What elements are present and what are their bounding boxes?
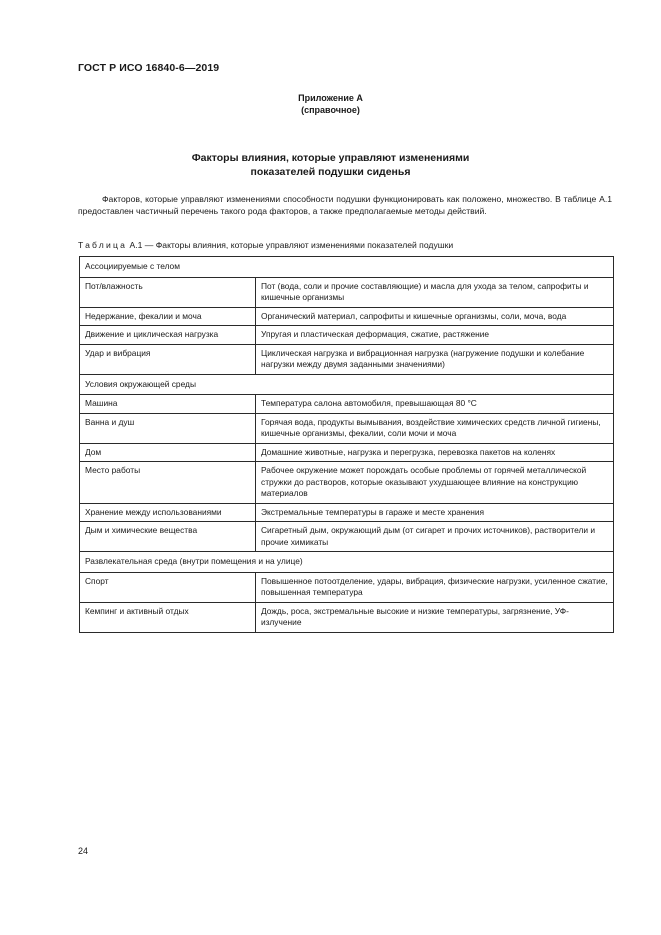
appendix-heading [0, 92, 661, 116]
table-row [80, 307, 614, 326]
standard-code: ГОСТ Р ИСО 16840-6—2019 [78, 62, 220, 74]
appendix-subtitle: (справочное) [301, 105, 360, 115]
table-row [80, 503, 614, 522]
intro-paragraph: Факторов, которые управляют изменениями способности подушки функционировать как положено, множество. В таблице А.1 предоставлен частичный перечень такого рода факторов, а также предполагаемые методы действий. [78, 194, 612, 217]
factor-cell: Хранение между использованиями [80, 503, 256, 522]
factor-cell: Кемпинг и активный отдых [80, 602, 256, 632]
table-caption-text: А.1 — Факторы влияния, которые управляют изменениями показателей подушки [127, 240, 454, 250]
section-heading [0, 152, 661, 179]
factor-cell: Движение и циклическая нагрузка [80, 326, 256, 345]
description-cell: Экстремальные температуры в гараже и месте хранения [256, 503, 614, 522]
section-label: Развлекательная среда (внутри помещения и на улице) [80, 552, 614, 573]
table-section-row [80, 374, 614, 395]
description-cell: Упругая и пластическая деформация, сжатие, растяжение [256, 326, 614, 345]
factor-cell: Спорт [80, 572, 256, 602]
table-row [80, 395, 614, 414]
factor-cell: Пот/влажность [80, 277, 256, 307]
factors-table [79, 256, 614, 633]
table-row [80, 277, 614, 307]
description-cell: Пот (вода, соли и прочие составляющие) и масла для ухода за телом, сапрофиты и кишечные организмы [256, 277, 614, 307]
description-cell: Рабочее окружение может порождать особые проблемы от горячей металлической стружки до растворов, которые оказывают ухудшающее влияние на конструкцию материалов [256, 462, 614, 504]
factor-cell: Место работы [80, 462, 256, 504]
table-row [80, 443, 614, 462]
table-caption [78, 240, 453, 250]
factor-cell: Дым и химические вещества [80, 522, 256, 552]
section-label: Ассоциируемые с телом [80, 257, 614, 278]
factor-cell: Недержание, фекалии и моча [80, 307, 256, 326]
table-row [80, 326, 614, 345]
table-row [80, 572, 614, 602]
factor-cell: Ванна и душ [80, 413, 256, 443]
table-row [80, 344, 614, 374]
table-section-row [80, 257, 614, 278]
description-cell: Циклическая нагрузка и вибрационная нагрузка (нагружение подушки и колебание нагрузки между двумя заданными значениями) [256, 344, 614, 374]
table-row [80, 413, 614, 443]
table-row [80, 522, 614, 552]
description-cell: Температура салона автомобиля, превышающая 80 °С [256, 395, 614, 414]
table-row [80, 462, 614, 504]
table-section-row [80, 552, 614, 573]
page-number: 24 [78, 846, 89, 856]
section-heading-line-1: Факторы влияния, которые управляют изменениями [191, 152, 470, 164]
factor-cell: Дом [80, 443, 256, 462]
table-row [80, 602, 614, 632]
section-heading-line-2: показателей подушки сиденья [250, 165, 411, 178]
description-cell: Домашние животные, нагрузка и перегрузка, перевозка пакетов на коленях [256, 443, 614, 462]
description-cell: Повышенное потоотделение, удары, вибрация, физические нагрузки, усиленное сжатие, повышенная температура [256, 572, 614, 602]
description-cell: Сигаретный дым, окружающий дым (от сигарет и прочих источников), растворители и прочие химикаты [256, 522, 614, 552]
table-caption-prefix: Таблица [78, 240, 128, 250]
appendix-title: Приложение А [298, 93, 363, 103]
factor-cell: Удар и вибрация [80, 344, 256, 374]
section-label: Условия окружающей среды [80, 374, 614, 395]
factors-table-body [80, 257, 614, 633]
description-cell: Горячая вода, продукты вымывания, воздействие химических средств личной гигиены, кишечные организмы, фекалии, соли мочи и моча [256, 413, 614, 443]
factor-cell: Машина [80, 395, 256, 414]
description-cell: Дождь, роса, экстремальные высокие и низкие температуры, загрязнение, УФ-излучение [256, 602, 614, 632]
description-cell: Органический материал, сапрофиты и кишечные организмы, соли, моча, вода [256, 307, 614, 326]
